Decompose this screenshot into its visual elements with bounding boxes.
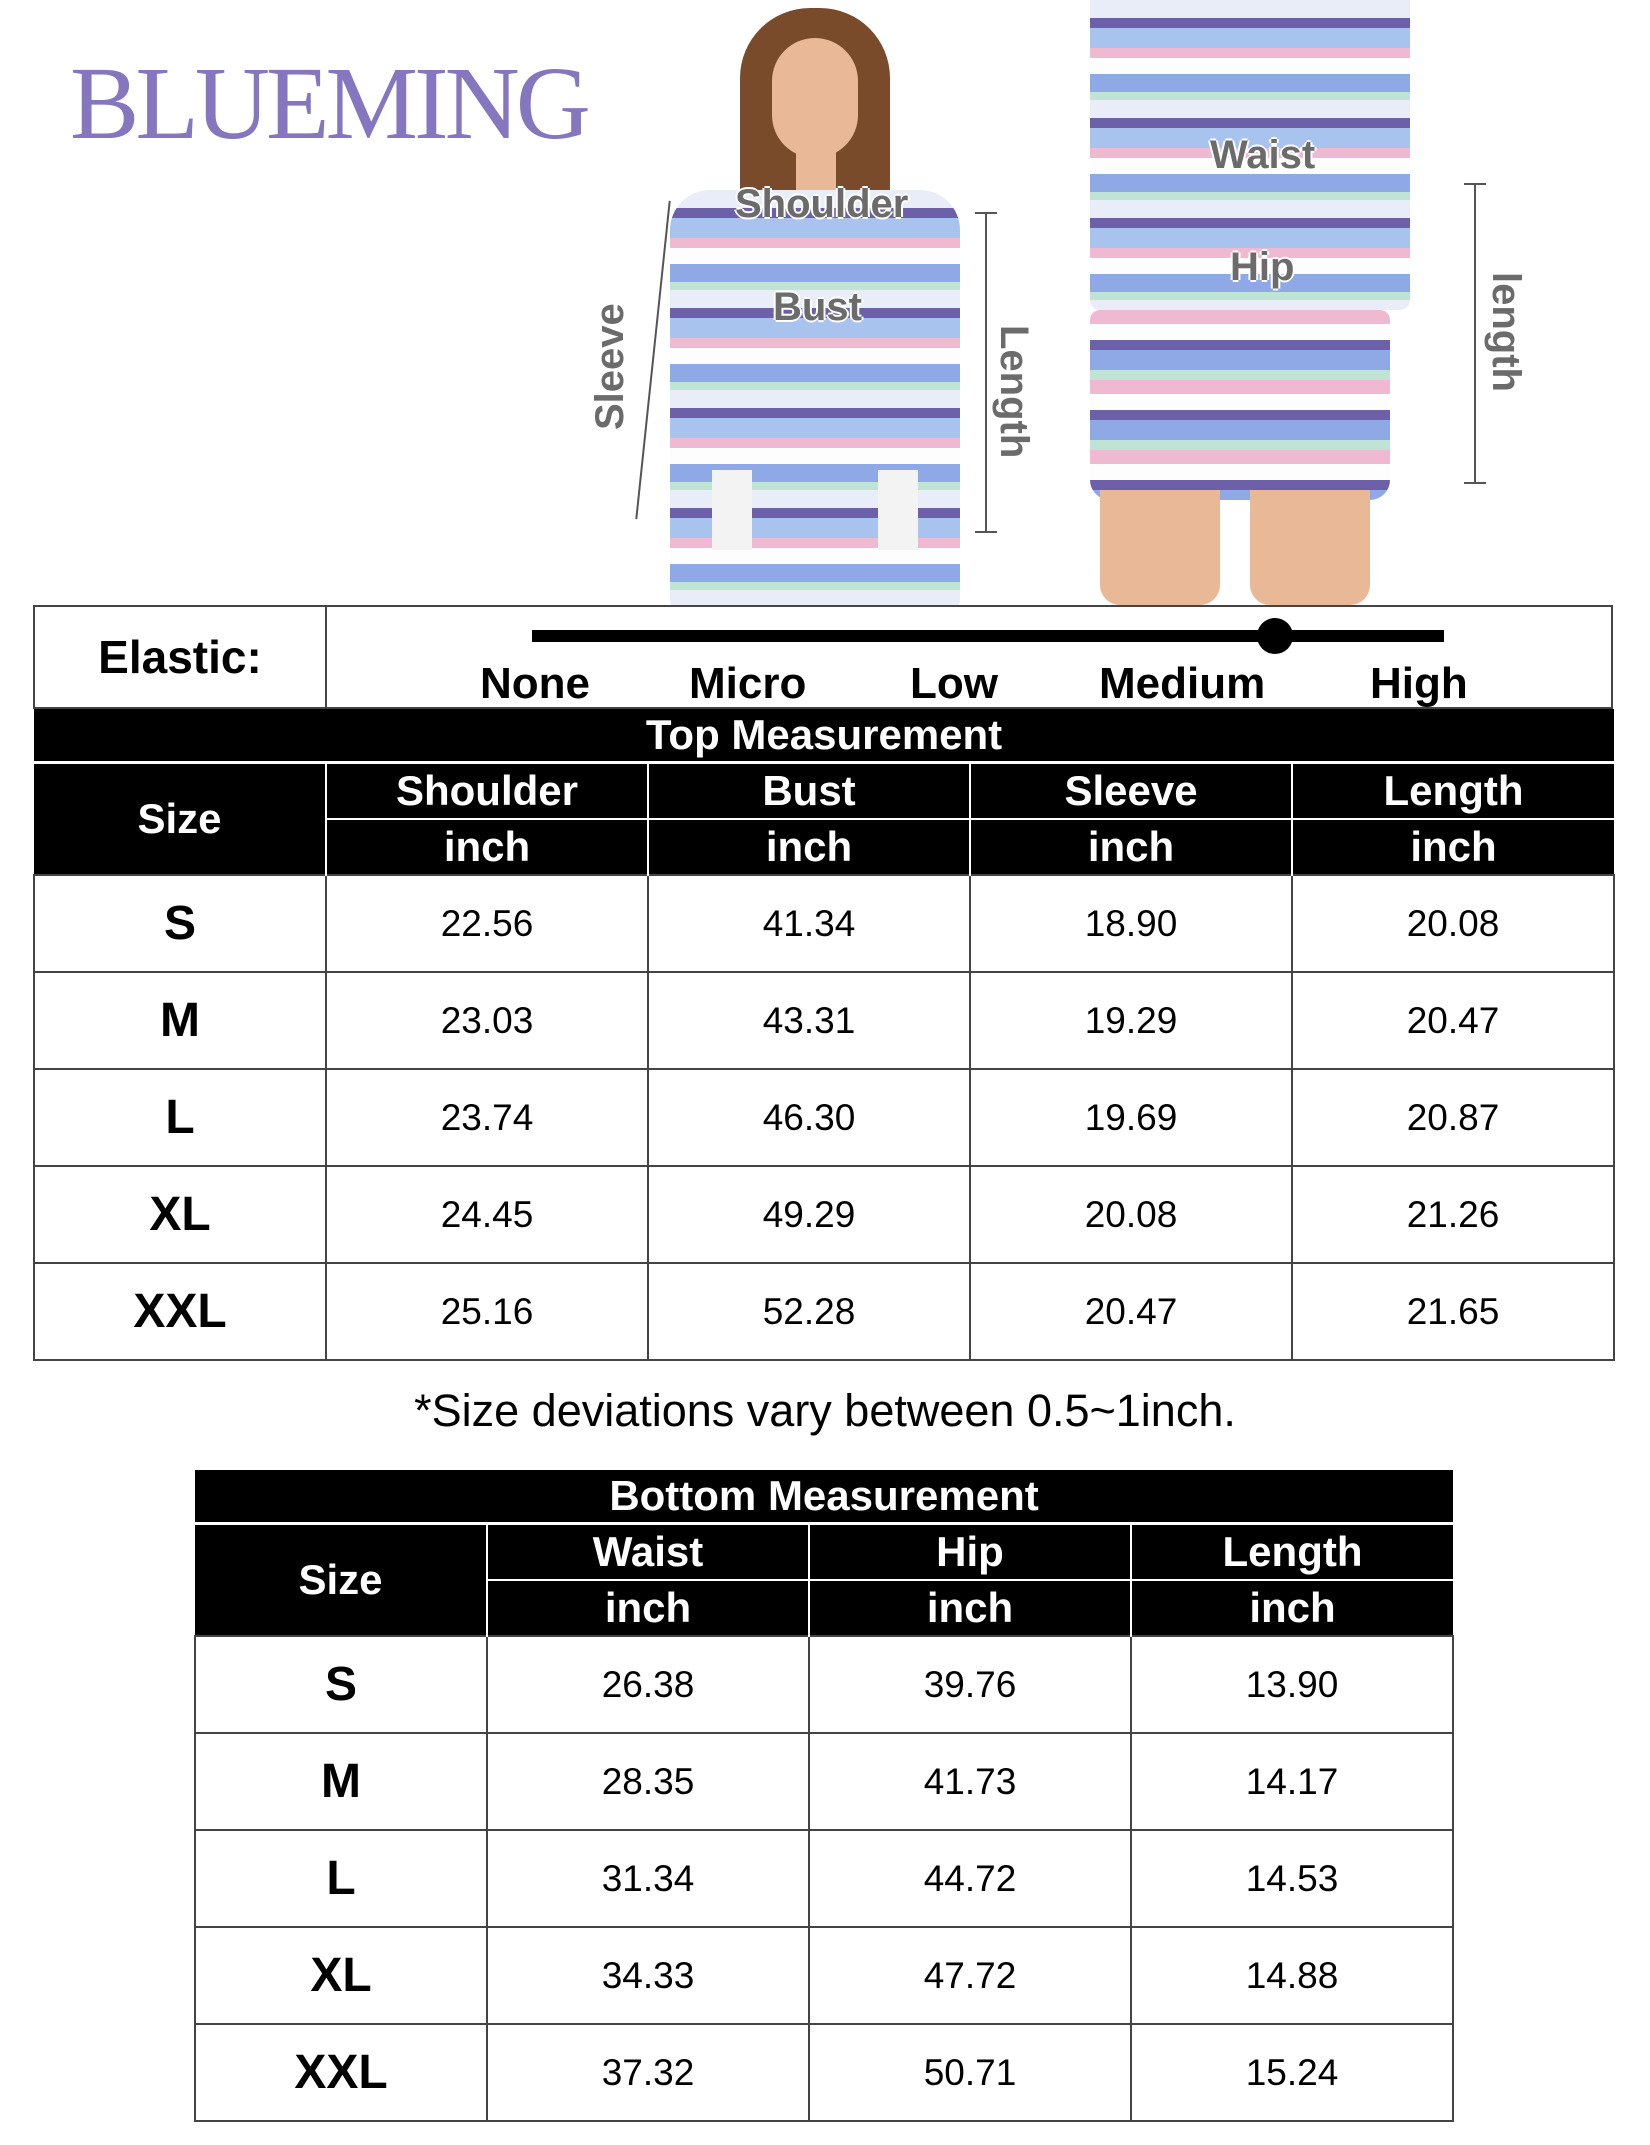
top-col-unit: inch — [326, 819, 648, 875]
value-cell: 13.90 — [1131, 1636, 1453, 1733]
table-row — [34, 1263, 1614, 1360]
elastic-selected-marker — [1257, 618, 1293, 654]
top-col-header: Shoulder — [326, 763, 648, 820]
size-cell: L — [34, 1069, 326, 1166]
value-cell: 19.69 — [970, 1069, 1292, 1166]
value-cell: 15.24 — [1131, 2024, 1453, 2121]
table-row — [195, 1927, 1453, 2024]
length-top-cap — [975, 531, 997, 533]
value-cell: 14.88 — [1131, 1927, 1453, 2024]
value-cell: 18.90 — [970, 875, 1292, 972]
length-bottom-cap — [1464, 183, 1486, 185]
elastic-level-micro: Micro — [689, 659, 807, 708]
bottom-col-header: Length — [1131, 1524, 1453, 1581]
brand-logo: BLUEMING — [70, 46, 587, 161]
elastic-bar — [532, 630, 1444, 642]
elastic-level-high: High — [1370, 659, 1468, 708]
table-row — [34, 1166, 1614, 1263]
size-cell: S — [34, 875, 326, 972]
size-cell: M — [34, 972, 326, 1069]
bottom-col-header: Waist — [487, 1524, 809, 1581]
top-col-unit: inch — [970, 819, 1292, 875]
value-cell: 20.08 — [1292, 875, 1614, 972]
top-col-unit: inch — [648, 819, 970, 875]
value-cell: 37.32 — [487, 2024, 809, 2121]
length-bottom-measure-line — [1474, 183, 1476, 483]
size-cell: XL — [195, 1927, 487, 2024]
top-col-unit: inch — [1292, 819, 1614, 875]
value-cell: 49.29 — [648, 1166, 970, 1263]
bottom-col-unit: inch — [809, 1580, 1131, 1636]
size-cell: XXL — [195, 2024, 487, 2121]
value-cell: 19.29 — [970, 972, 1292, 1069]
table-row — [195, 2024, 1453, 2121]
bottom-measurement-table — [194, 1470, 1454, 2122]
table-row — [195, 1733, 1453, 1830]
value-cell: 20.87 — [1292, 1069, 1614, 1166]
shoulder-label: Shoulder — [735, 182, 909, 226]
table-row — [34, 1069, 1614, 1166]
value-cell: 47.72 — [809, 1927, 1131, 2024]
elastic-scale — [33, 605, 1613, 709]
table-row — [34, 972, 1614, 1069]
length-top-measure-line — [985, 212, 987, 532]
value-cell: 34.33 — [487, 1927, 809, 2024]
bottom-table-title: Bottom Measurement — [195, 1470, 1453, 1524]
table-row — [34, 875, 1614, 972]
size-cell: M — [195, 1733, 487, 1830]
value-cell: 21.65 — [1292, 1263, 1614, 1360]
elastic-level-low: Low — [910, 659, 998, 708]
length-bottom-cap — [1464, 482, 1486, 484]
value-cell: 23.74 — [326, 1069, 648, 1166]
size-cell: L — [195, 1830, 487, 1927]
top-table-title: Top Measurement — [34, 709, 1614, 763]
value-cell: 46.30 — [648, 1069, 970, 1166]
length-top-label: Length — [992, 325, 1036, 459]
size-cell: XXL — [34, 1263, 326, 1360]
value-cell: 41.34 — [648, 875, 970, 972]
hip-label: Hip — [1230, 245, 1295, 289]
top-col-header: Bust — [648, 763, 970, 820]
value-cell: 31.34 — [487, 1830, 809, 1927]
elastic-label: Elastic: — [35, 607, 327, 707]
sleeve-label: Sleeve — [588, 303, 632, 430]
value-cell: 24.45 — [326, 1166, 648, 1263]
table-row — [195, 1830, 1453, 1927]
value-cell: 52.28 — [648, 1263, 970, 1360]
bottom-col-unit: inch — [487, 1580, 809, 1636]
waist-label: Waist — [1210, 133, 1316, 177]
value-cell: 20.47 — [1292, 972, 1614, 1069]
value-cell: 50.71 — [809, 2024, 1131, 2121]
elastic-level-none: None — [480, 659, 590, 708]
elastic-level-medium: Medium — [1099, 659, 1266, 708]
value-cell: 20.08 — [970, 1166, 1292, 1263]
value-cell: 23.03 — [326, 972, 648, 1069]
bust-label: Bust — [773, 285, 862, 329]
value-cell: 44.72 — [809, 1830, 1131, 1927]
bottom-col-unit: inch — [1131, 1580, 1453, 1636]
top-col-header: Sleeve — [970, 763, 1292, 820]
value-cell: 21.26 — [1292, 1166, 1614, 1263]
top-col-header: Length — [1292, 763, 1614, 820]
value-cell: 25.16 — [326, 1263, 648, 1360]
length-bottom-label: length — [1484, 272, 1528, 392]
value-cell: 43.31 — [648, 972, 970, 1069]
value-cell: 28.35 — [487, 1733, 809, 1830]
size-cell: XL — [34, 1166, 326, 1263]
table-row — [195, 1636, 1453, 1733]
length-top-cap — [975, 212, 997, 214]
size-deviation-note: *Size deviations vary between 0.5~1inch. — [414, 1385, 1236, 1436]
value-cell: 41.73 — [809, 1733, 1131, 1830]
value-cell: 26.38 — [487, 1636, 809, 1733]
value-cell: 22.56 — [326, 875, 648, 972]
value-cell: 14.53 — [1131, 1830, 1453, 1927]
size-cell: S — [195, 1636, 487, 1733]
top-size-header: Size — [34, 763, 326, 876]
model-photo-bottom — [1070, 0, 1450, 605]
bottom-size-header: Size — [195, 1524, 487, 1637]
value-cell: 39.76 — [809, 1636, 1131, 1733]
top-measurement-table — [33, 709, 1615, 1361]
value-cell: 14.17 — [1131, 1733, 1453, 1830]
value-cell: 20.47 — [970, 1263, 1292, 1360]
bottom-col-header: Hip — [809, 1524, 1131, 1581]
